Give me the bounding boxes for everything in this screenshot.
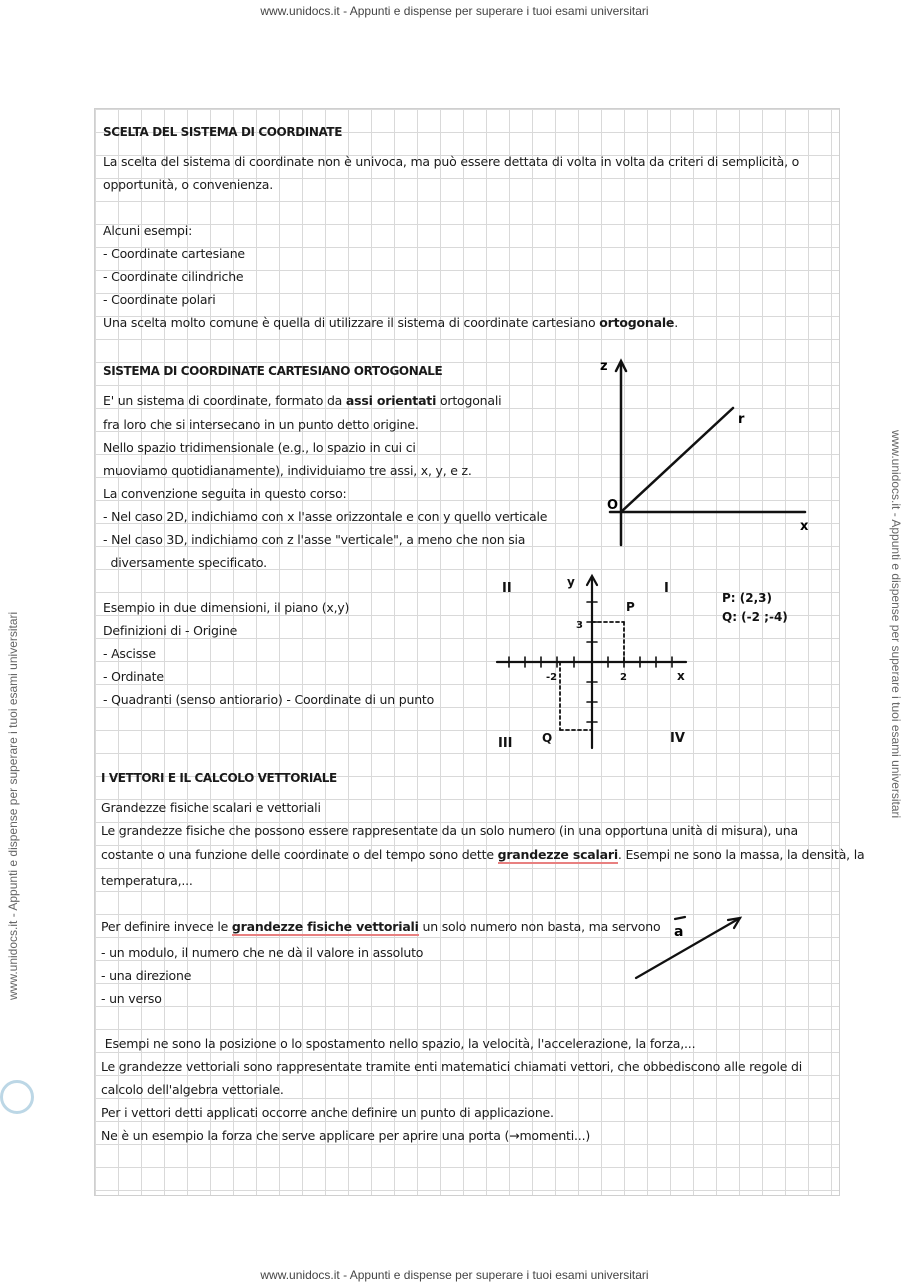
sketch-label-r: r <box>738 412 745 427</box>
vector-a-sketch <box>630 912 750 984</box>
paragraph-line: Definizioni di - Origine <box>103 623 238 638</box>
list-item: - Quadranti (senso antiorario) - Coordinate di un punto <box>103 692 435 707</box>
section-heading-coordinate-choice: SCELTA DEL SISTEMA DI COORDINATE <box>103 125 343 139</box>
paragraph-line: opportunità, o convenienza. <box>103 177 273 192</box>
paragraph-line: Per i vettori detti applicati occorre anche definire un punto di applicazione. <box>101 1105 554 1120</box>
list-item: - un modulo, il numero che ne dà il valore in assoluto <box>101 945 424 960</box>
quadrants-sketch <box>494 572 804 752</box>
section-heading-cartesian: SISTEMA DI COORDINATE CARTESIANO ORTOGONALE <box>103 364 443 378</box>
paragraph-line: La convenzione seguita in questo corso: <box>103 486 347 501</box>
list-item: - un verso <box>101 991 162 1006</box>
paragraph-line: Esempio in due dimensioni, il piano (x,y) <box>103 600 350 615</box>
paragraph-line: Esempi ne sono la posizione o lo spostamento nello spazio, la velocità, l'accelerazione, la forza,... <box>101 1036 696 1051</box>
sketch-label-z: z <box>600 359 608 374</box>
side-banner-right: www.unidocs.it - Appunti e dispense per superare i tuoi esami universitari <box>889 430 903 819</box>
paragraph-line: La scelta del sistema di coordinate non è univoca, ma può essere dettata di volta in volta da criteri di semplicità, o <box>103 154 800 169</box>
paragraph-line: Nello spazio tridimensionale (e.g., lo spazio in cui ci <box>103 440 416 455</box>
point-label-p: P <box>626 600 635 614</box>
point-label-q: Q <box>542 731 553 745</box>
watermark-logo-icon <box>0 1080 34 1114</box>
list-item: - Ordinate <box>103 669 164 684</box>
paragraph-line: costante o una funzione delle coordinate o del tempo sono dette grandezze scalari. Esempi ne sono la massa, la densità, la <box>101 847 865 862</box>
quadrant-label-iii: III <box>498 736 513 751</box>
banner-bottom: www.unidocs.it - Appunti e dispense per superare i tuoi esami universitari <box>260 1268 649 1282</box>
paragraph-line: Ne è un esempio la forza che serve applicare per aprire una porta (→momenti...) <box>101 1128 591 1143</box>
paragraph-line: Per definire invece le grandezze fisiche vettoriali un solo numero non basta, ma servono <box>101 919 661 934</box>
paragraph-line: muoviamo quotidianamente), individuiamo tre assi, x, y, e z. <box>103 463 472 478</box>
sketch-label-origin: O <box>607 498 619 513</box>
axes-sketch-zx <box>590 355 820 550</box>
paragraph-line: E' un sistema di coordinate, formato da assi orientati ortogonali <box>103 393 502 408</box>
paragraph-line: Le grandezze fisiche che possono essere rappresentate da un solo numero (in una opportuna unità di misura), una <box>101 823 798 838</box>
subheading: Grandezze fisiche scalari e vettoriali <box>101 800 321 815</box>
list-item: - una direzione <box>101 968 192 983</box>
paragraph-line: temperatura,... <box>101 873 193 888</box>
list-item: - Coordinate cartesiane <box>103 246 245 261</box>
paragraph-line: - Nel caso 3D, indichiamo con z l'asse "verticale", a meno che non sia <box>103 532 526 547</box>
paragraph-line: calcolo dell'algebra vettoriale. <box>101 1082 284 1097</box>
axis-label-y: y <box>567 575 575 589</box>
quadrant-label-ii: II <box>502 581 512 596</box>
tick-label-3: 3 <box>576 620 583 631</box>
list-item: - Coordinate cilindriche <box>103 269 244 284</box>
coord-q: Q: (-2 ;-4) <box>722 610 788 624</box>
list-item: - Ascisse <box>103 646 156 661</box>
examples-intro: Alcuni esempi: <box>103 223 193 238</box>
tick-label-2: 2 <box>620 672 627 683</box>
axis-label-x: x <box>677 669 685 683</box>
side-banner-left: www.unidocs.it - Appunti e dispense per superare i tuoi esami universitari <box>6 611 20 1000</box>
tick-label-minus-2: -2 <box>546 672 558 683</box>
quadrant-label-iv: IV <box>670 731 685 746</box>
list-item: - Coordinate polari <box>103 292 216 307</box>
paragraph-line: Le grandezze vettoriali sono rappresentate tramite enti matematici chiamati vettori, che obbediscono alle regole di <box>101 1059 803 1074</box>
sketch-label-x: x <box>800 519 809 534</box>
paragraph-line: fra loro che si intersecano in un punto detto origine. <box>103 417 419 432</box>
paragraph-line: Una scelta molto comune è quella di utilizzare il sistema di coordinate cartesiano ortogonale. <box>103 315 678 330</box>
paragraph-line: diversamente specificato. <box>103 555 267 570</box>
coord-p: P: (2,3) <box>722 591 772 605</box>
section-heading-vectors: I VETTORI E IL CALCOLO VETTORIALE <box>101 771 337 785</box>
banner-top: www.unidocs.it - Appunti e dispense per superare i tuoi esami universitari <box>260 4 649 18</box>
paragraph-line: - Nel caso 2D, indichiamo con x l'asse orizzontale e con y quello verticale <box>103 509 548 524</box>
quadrant-label-i: I <box>664 581 669 596</box>
vector-label-a: a <box>674 924 684 940</box>
